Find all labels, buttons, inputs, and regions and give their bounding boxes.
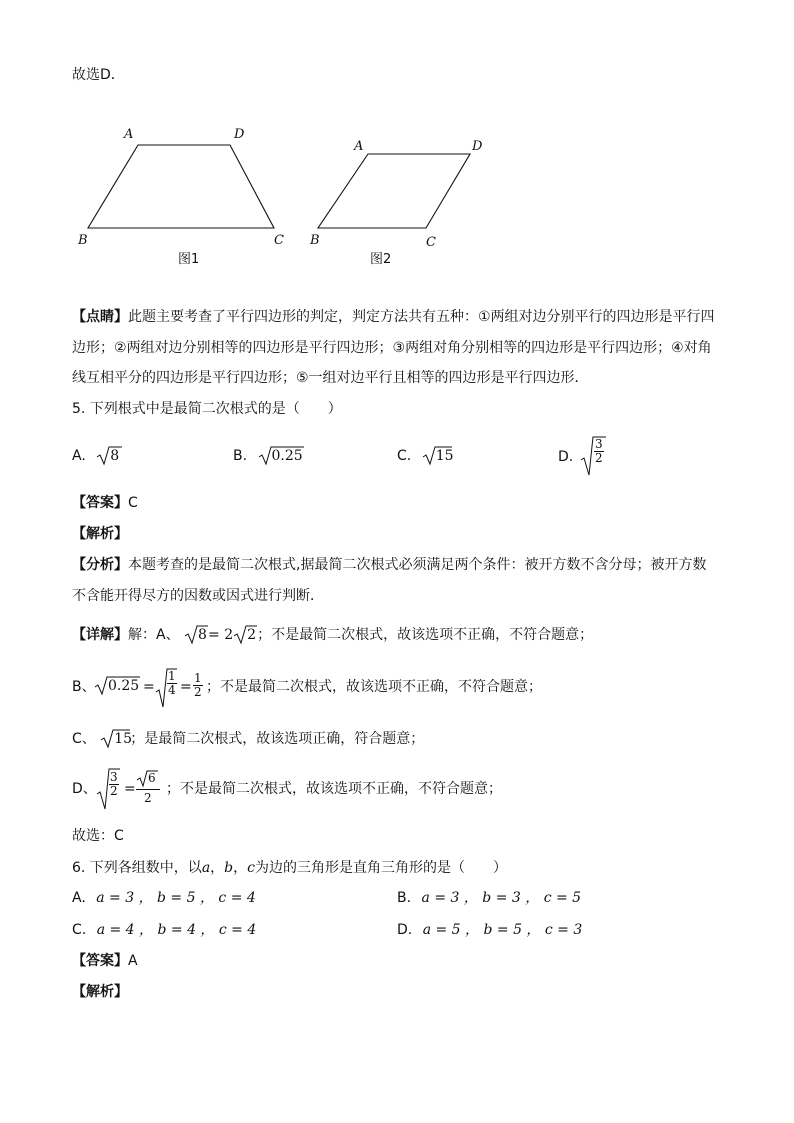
sqrt-symbol <box>580 436 606 476</box>
q5-detail-d-fraction-1 <box>109 771 119 797</box>
q5-option-a-label: A. <box>72 448 86 464</box>
q5-detail-d-radicand: 6 <box>148 771 156 785</box>
sqrt-symbol <box>136 770 160 788</box>
q5-fenxi-tag: 【分析】 <box>72 557 128 573</box>
q5-option-d-numerator: 3 <box>595 437 603 451</box>
q6-var-a: a <box>201 860 211 876</box>
q5-option-a-radicand: 8 <box>110 448 120 464</box>
q5-conclusion: 故选：C <box>72 828 124 844</box>
q6-answer <box>72 954 138 968</box>
q5-option-c-label: C. <box>397 448 412 464</box>
fig1-label-b: B <box>78 233 88 248</box>
sqrt-symbol <box>155 668 177 708</box>
q5-option-b-radicand: 0.25 <box>271 448 303 464</box>
q5-detail-a-text: ；不是最简二次根式，故该选项不正确，不符合题意； <box>257 627 594 643</box>
sqrt-symbol <box>96 446 122 466</box>
q5-detail-d-fraction-1-denominator: 2 <box>110 783 118 798</box>
dianjing-tag: 【点睛】 <box>72 309 128 325</box>
sqrt-symbol <box>184 625 208 645</box>
dianjing-line-3: 线互相平分的四边形是平行四边形；⑤一组对边平行且相等的四边形是平行四边形． <box>72 370 589 386</box>
q6-sep-1: ， <box>210 860 225 876</box>
q5-detail-b-text: ；不是最简二次根式，故该选项不正确，不符合题意； <box>206 679 542 695</box>
fig2-label-a: A <box>354 139 364 154</box>
q5-option-c <box>397 446 452 466</box>
q5-fenxi-line-1 <box>72 558 706 572</box>
q5-fenxi-text-1: 本题考查的是最简二次根式,据最简二次根式必须满足两个条件：被开方数不含分母；被开方数 <box>128 557 707 573</box>
q5-answer-tag: 【答案】 <box>72 495 128 511</box>
q5-detail-b-equals-2: = <box>180 679 192 695</box>
q5-detail-c-text: ；是最简二次根式，故该选项正确，符合题意； <box>130 731 425 747</box>
q6-sep-2: ， <box>233 860 248 876</box>
q6-var-c: c <box>247 860 255 876</box>
q5-detail-b-fraction-1 <box>167 670 177 696</box>
q6-answer-tag: 【答案】 <box>72 953 128 969</box>
q5-option-d-fraction <box>594 438 604 464</box>
q5-detail-a <box>72 625 593 645</box>
q5-option-d-label: D. <box>558 449 574 465</box>
q5-detail-d-equals: = <box>124 781 136 797</box>
q5-detail-c-radicand: 15 <box>114 731 133 747</box>
parallelogram-figure-2 <box>309 139 483 250</box>
q6-option-d <box>397 923 582 937</box>
q5-detail-d-text: ；不是最简二次根式，故该选项不正确，不符合题意； <box>166 781 502 797</box>
q5-xiangjie-tag: 【详解】 <box>72 627 128 643</box>
fig1-label-d: D <box>234 127 245 142</box>
q5-detail-c <box>72 729 424 749</box>
q5-detail-b-radicand: 0.25 <box>108 678 140 694</box>
q5-option-b-label: B. <box>233 448 248 464</box>
q5-detail-b-prefix: B、 <box>72 679 96 695</box>
sqrt-symbol <box>94 676 140 696</box>
q6-stem-suffix: 为边的三角形是直角三角形的是（ ） <box>254 860 507 876</box>
dianjing-line-1 <box>72 310 715 324</box>
q5-detail-c-prefix: C、 <box>72 731 96 747</box>
q5-detail-b-fraction-1-numerator: 1 <box>168 669 176 683</box>
q5-detail-a-radicand: 8 <box>198 627 207 643</box>
q5-detail-b-fraction-2-numerator: 1 <box>194 671 202 685</box>
q5-detail-a-prefix: 解：A、 <box>128 627 180 643</box>
sqrt-symbol <box>100 729 133 749</box>
q6-option-d-math: a = 5 ， b = 5 ， c = 3 <box>422 922 583 938</box>
q5-option-b <box>233 446 304 466</box>
q6-option-b-label: B. <box>397 890 412 906</box>
q5-fenxi-line-2: 不含能开得尽方的因数或因式进行判断． <box>72 588 324 604</box>
trapezoid-figure-1 <box>77 127 284 248</box>
q5-detail-a-equals: = 2 <box>208 627 234 643</box>
q6-var-b: b <box>224 860 234 876</box>
q6-option-a-label: A. <box>72 890 86 906</box>
dianjing-text-1: 此题主要考查了平行四边形的判定，判定方法共有五种：①两组对边分别平行的四边形是平行四 <box>128 309 715 325</box>
sqrt-symbol <box>258 446 304 466</box>
q5-detail-d-fraction-1-numerator: 3 <box>110 770 118 784</box>
fig2-label-d: D <box>472 139 483 154</box>
q5-detail-d-prefix: D、 <box>72 781 97 797</box>
q5-detail-b-fraction-2 <box>193 672 203 698</box>
q5-option-d-denominator: 2 <box>595 450 603 465</box>
q6-option-a <box>72 891 256 905</box>
q5-jiexi-tag: 【解析】 <box>72 526 128 542</box>
caption-figure-2: 图2 <box>370 252 392 267</box>
q5-answer-value: C <box>128 495 138 511</box>
fraction-bar <box>136 789 160 790</box>
fig2-label-b: B <box>310 233 320 248</box>
geometry-figures <box>70 120 483 280</box>
q6-option-b <box>397 891 581 905</box>
q6-jiexi-tag: 【解析】 <box>72 984 128 1000</box>
fig1-label-c: C <box>274 233 284 248</box>
q6-option-c-math: a = 4 ， b = 4 ， c = 4 <box>96 922 257 938</box>
q6-option-a-math: a = 3 ， b = 5 ， c = 4 <box>96 890 256 906</box>
dianjing-line-2: 边形；②两组对边分别相等的四边形是平行四边形；③两组对角分别相等的四边形是平行四边形；④对角 <box>72 340 712 356</box>
q5-detail-b-equals: = <box>143 679 155 695</box>
q6-option-c-label: C. <box>72 922 87 938</box>
q5-detail-b-fraction-1-denominator: 4 <box>168 682 176 697</box>
sqrt-symbol <box>96 768 120 810</box>
q5-detail-d-denominator: 2 <box>144 791 152 805</box>
q5-detail-a-radicand-2: 2 <box>247 627 257 643</box>
q6-option-b-math: a = 3 ， b = 3 ， c = 5 <box>421 890 582 906</box>
q6-stem-prefix: 6. 下列各组数中，以 <box>72 860 202 876</box>
q6-option-c <box>72 923 256 937</box>
q5-option-c-radicand: 15 <box>435 448 454 464</box>
fig2-label-c: C <box>426 235 436 250</box>
sqrt-symbol <box>233 625 257 645</box>
previous-conclusion: 故选D． <box>72 67 125 83</box>
fig1-label-a: A <box>124 127 134 142</box>
q6-stem <box>72 861 507 875</box>
q5-answer <box>72 496 138 510</box>
q5-option-a <box>72 446 122 466</box>
q6-option-d-label: D. <box>397 922 413 938</box>
q5-detail-d-fraction-2 <box>136 770 162 810</box>
q5-stem: 5. 下列根式中是最简二次根式的是（ ） <box>72 401 342 417</box>
sqrt-symbol <box>422 446 452 466</box>
caption-figure-1: 图1 <box>178 252 200 267</box>
q5-detail-b-fraction-2-denominator: 2 <box>194 684 202 699</box>
q6-answer-value: A <box>128 953 138 969</box>
